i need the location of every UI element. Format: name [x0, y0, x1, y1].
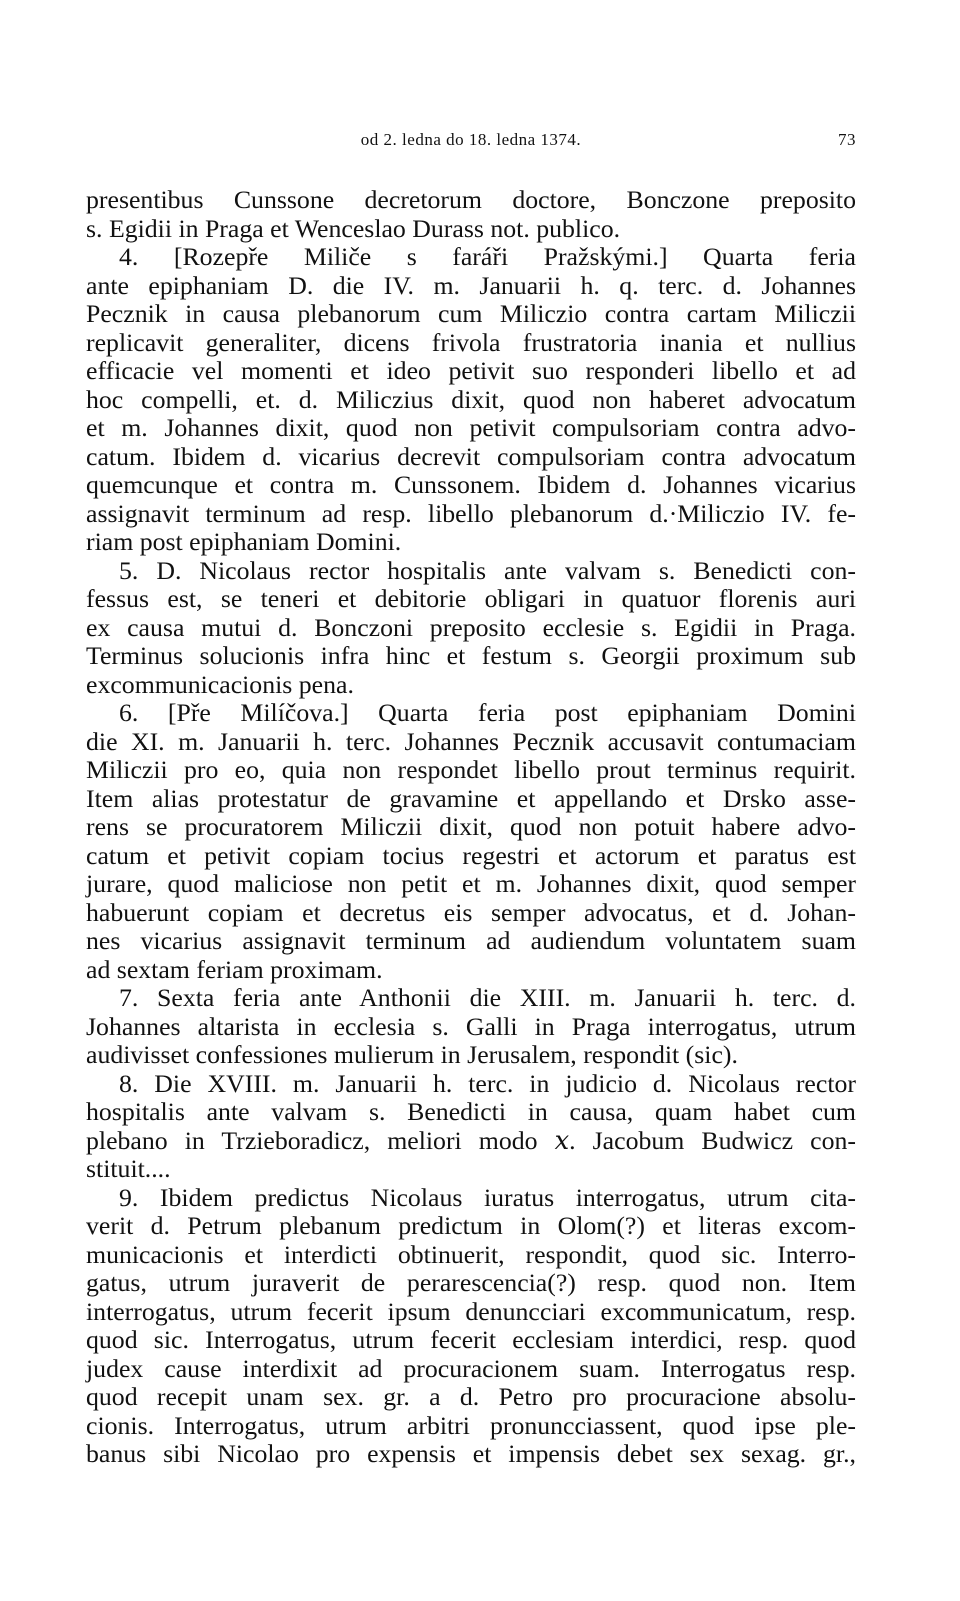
text-line: banus sibi Nicolao pro expensis et impensis debet sex sexag. gr., — [86, 1439, 856, 1468]
text-line: excommunicacionis pena. — [86, 669, 354, 699]
text-line: gatus, utrum juraverit de perarescencia(?) resp. quod non. Item — [86, 1268, 856, 1297]
text-line: catum. Ibidem d. vicarius decrevit compulsoriam contra advocatum — [86, 441, 856, 471]
text-line: et m. Johannes dixit, quod non petivit compulsoriam contra advo- — [86, 413, 856, 442]
text-line: verit d. Petrum plebanum predictum in Olom(?) et literas excom- — [86, 1211, 856, 1240]
text-line: 6. [Pře Milíčova.] Quarta feria post epiphaniam Domini — [119, 698, 856, 727]
text-line: 5. D. Nicolaus rector hospitalis ante valvam s. Benedicti con- — [119, 555, 856, 585]
text-line: s. Egidii in Praga et Wenceslao Durass not. publico. — [86, 213, 621, 243]
page-number: 73 — [838, 130, 856, 149]
text-line: quemcunque et contra m. Cunssonem. Ibidem d. Johannes vicarius — [86, 470, 856, 499]
text-line: die XI. m. Januarii h. terc. Johannes Pecznik accusavit contumaciam — [86, 726, 856, 756]
text-line: assignavit terminum ad resp. libello plebanorum d.·Miliczio IV. fe- — [86, 498, 856, 528]
text-line: ex causa mutui d. Bonczoni preposito ecclesie s. Egidii in Praga. — [86, 612, 856, 642]
text-line: hoc compelli, et. d. Miliczius dixit, quod non haberet advocatum — [86, 384, 856, 414]
text-line: judex cause interdixit ad procuracionem suam. Interrogatus resp. — [86, 1353, 856, 1383]
text-line: fessus est, se teneri et debitorie obligari in quatuor florenis auri — [86, 584, 856, 613]
text-line: hospitalis ante valvam s. Benedicti in causa, quam habet cum — [86, 1097, 856, 1126]
text-line: jurare, quod maliciose non petit et m. Johannes dixit, quod semper — [86, 869, 856, 898]
text-line: habuerunt copiam et decretus eis semper advocatus, et d. Johan- — [86, 897, 856, 927]
text-line: 7. Sexta feria ante Anthonii die XIII. m. Januarii h. terc. d. — [119, 983, 856, 1012]
text-line: efficacie vel momenti et ideo petivit suo responderi libello et ad — [86, 356, 856, 385]
body-text — [86, 186, 856, 1469]
running-title: od 2. ledna do 18. ledna 1374. — [360, 130, 582, 149]
text-line: cionis. Interrogatus, utrum arbitri pronuncciassent, quod ipse ple- — [86, 1410, 856, 1440]
text-line: catum et petivit copiam tocius regestri et actorum et paratus est — [86, 840, 856, 870]
running-header — [86, 130, 856, 156]
text-line: municacionis et interdicti obtinuerit, respondit, quod sic. Interro- — [86, 1239, 856, 1269]
text-line: riam post epiphaniam Domini. — [86, 527, 402, 556]
text-line: 8. Die XVIII. m. Januarii h. terc. in judicio d. Nicolaus rector — [119, 1068, 856, 1098]
text-line: 4. [Rozepře Miliče s faráři Pražskými.] Quarta feria — [119, 242, 856, 271]
text-line: Johannes altarista in ecclesia s. Galli in Praga interrogatus, utrum — [86, 1011, 856, 1041]
text-line: Item alias protestatur de gravamine et appellando et Drsko asse- — [86, 783, 856, 813]
text-line: 9. Ibidem predictus Nicolaus iuratus interrogatus, utrum cita- — [119, 1182, 856, 1212]
text-line: presentibus Cunssone decretorum doctore, Bonczone preposito — [86, 185, 856, 214]
text-line: nes vicarius assignavit terminum ad audiendum voluntatem suam — [86, 926, 856, 955]
text-line: replicavit generaliter, dicens frivola frustratoria inania et nullius — [86, 327, 856, 357]
text-line: stituit.... — [86, 1154, 171, 1183]
text-line: quod sic. Interrogatus, utrum fecerit ecclesiam interdici, resp. quod — [86, 1325, 856, 1354]
text-line: Miliczii pro eo, quia non respondet libello prout terminus requirit. — [86, 755, 856, 784]
text-line: plebano in Trzieboradicz, meliori modo 𝑥. Jacobum Budwicz con- — [86, 1125, 856, 1155]
text-line: rens se procuratorem Miliczii dixit, quod non potuit habere advo- — [86, 812, 856, 841]
text-line: Terminus solucionis infra hinc et festum s. Georgii proximum sub — [86, 641, 856, 670]
text-line: quod recepit unam sex. gr. a d. Petro pro procuracione absolu- — [86, 1382, 856, 1411]
text-line: interrogatus, utrum fecerit ipsum denuncciari excommunicatum, resp. — [86, 1296, 856, 1326]
text-line: audivisset confessiones mulierum in Jerusalem, respondit (sic). — [86, 1040, 738, 1069]
text-line: ante epiphaniam D. die IV. m. Januarii h. q. terc. d. Johannes — [86, 270, 856, 300]
text-line: ad sextam feriam proximam. — [86, 954, 383, 984]
text-line: Pecznik in causa plebanorum cum Miliczio contra cartam Miliczii — [86, 299, 856, 328]
